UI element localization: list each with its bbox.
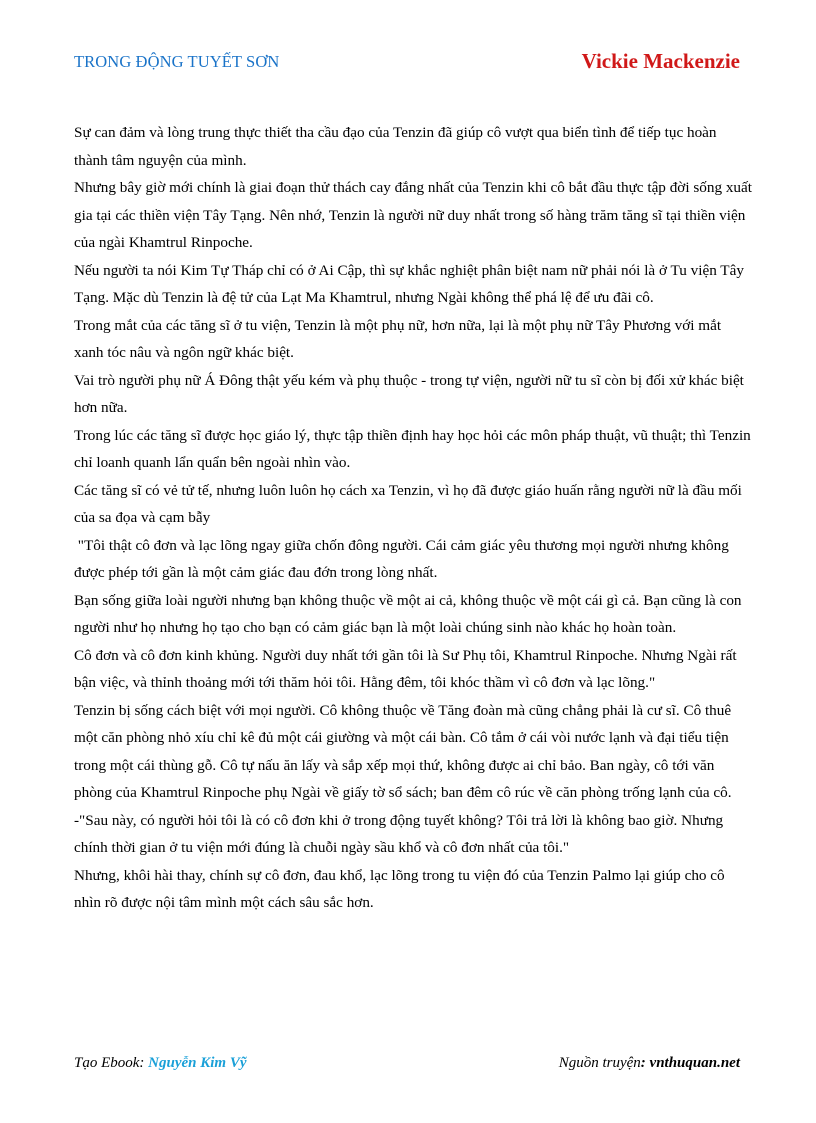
paragraph: Các tăng sĩ có vẻ tử tế, nhưng luôn luôn họ cách xa Tenzin, vì họ đã được giáo huấn rằng người nữ là đầu mối của sa đọa và cạm bẫy xyxy=(74,481,746,526)
paragraph: "Tôi thật cô đơn và lạc lõng ngay giữa chốn đông người. Cái cảm giác yêu thương mọi người nhưng không được phép tới gần là một cảm giác đau đớn trong lòng nhất. xyxy=(74,536,733,581)
ebook-credit xyxy=(74,1055,247,1072)
chapter-body xyxy=(74,119,754,917)
paragraph: Cô đơn và cô đơn kinh khủng. Người duy nhất tới gần tôi là Sư Phụ tôi, Khamtrul Rinpoche. Nhưng Ngài rất bận việc, và thỉnh thoảng mới tới thăm hỏi tôi. Hằng đêm, tôi khóc thầm vì cô đơn và lạc lõng." xyxy=(74,646,741,691)
paragraph: Trong mắt của các tăng sĩ ở tu viện, Tenzin là một phụ nữ, hơn nữa, lại là một phụ nữ Tây Phương với mắt xanh tóc nâu và ngôn ngữ khác biệt. xyxy=(74,316,725,361)
source-site: vnthuquan.net xyxy=(649,1055,740,1071)
book-title: TRONG ĐỘNG TUYẾT SƠN xyxy=(74,52,280,71)
paragraph: Nhưng bây giờ mới chính là giai đoạn thử thách cay đắng nhất của Tenzin khi cô bắt đầu thực tập đời sống xuất gia tại các thiền viện Tây Tạng. Nên nhớ, Tenzin là người nữ duy nhất trong số hàng trăm tăng sĩ tại thiền viện của ngài Khamtrul Rinpoche. xyxy=(74,179,756,251)
paragraph: Tenzin bị sống cách biệt với mọi người. Cô không thuộc về Tăng đoàn mà cũng chẳng phải là cư sĩ. Cô thuê một căn phòng nhỏ xíu chỉ kê đủ một cái giường và một cái bàn. Cô tắm ở cái vòi nước lạnh và đại tiểu tiện trong một cái thùng gỗ. Cô tự nấu ăn lấy và sắp xếp mọi thứ, không được ai chỉ bảo. Ban ngày, cô tới văn phòng của Khamtrul Rinpoche phụ Ngài về giấy tờ sổ sách; ban đêm cô rúc về căn phòng trống lạnh của cô. xyxy=(74,701,735,801)
source-credit xyxy=(559,1055,740,1072)
paragraph: Vai trò người phụ nữ Á Đông thật yếu kém và phụ thuộc - trong tự viện, người nữ tu sĩ còn bị đối xử khác biệt hơn nữa. xyxy=(74,371,748,416)
paragraph: Nếu người ta nói Kim Tự Tháp chỉ có ở Ai Cập, thì sự khắc nghiệt phân biệt nam nữ phải nói là ở Tu viện Tây Tạng. Mặc dù Tenzin là đệ tử của Lạt Ma Khamtrul, nhưng Ngài không thể phá lệ để ưu đãi cô. xyxy=(74,261,748,306)
author-name: Vickie Mackenzie xyxy=(581,49,740,73)
ebook-separator: : xyxy=(139,1055,149,1071)
source-separator: : xyxy=(640,1055,650,1071)
source-label: Nguồn truyện xyxy=(558,1055,641,1071)
paragraph: Bạn sống giữa loài người nhưng bạn không thuộc về một ai cả, không thuộc về một cái gì cả. Bạn cũng là con người như họ nhưng họ tạo cho bạn có cảm giác bạn là một loài chúng sinh nào khác họ hoàn toàn. xyxy=(74,591,746,636)
ebook-label: Tạo Ebook xyxy=(74,1055,140,1071)
ebook-creator-name: Nguyễn Kim Vỹ xyxy=(148,1055,247,1071)
paragraph: -"Sau này, có người hỏi tôi là có cô đơn khi ở trong động tuyết không? Tôi trả lời là không bao giờ. Nhưng chính thời gian ở tu viện mới đúng là chuỗi ngày sầu khổ và cô đơn nhất của tôi." xyxy=(74,811,727,856)
paragraph: Sự can đảm và lòng trung thực thiết tha cầu đạo của Tenzin đã giúp cô vượt qua biển tình để tiếp tục hoàn thành tâm nguyện của mình. xyxy=(74,124,721,169)
paragraph: Nhưng, khôi hài thay, chính sự cô đơn, đau khổ, lạc lõng trong tu viện đó của Tenzin Palmo lại giúp cho cô nhìn rõ được nội tâm mình một cách sâu sắc hơn. xyxy=(74,866,729,911)
paragraph: Trong lúc các tăng sĩ được học giáo lý, thực tập thiền định hay học hỏi các môn pháp thuật, vũ thuật; thì Tenzin chỉ loanh quanh lẩn quẩn bên ngoài nhìn vào. xyxy=(74,426,755,471)
